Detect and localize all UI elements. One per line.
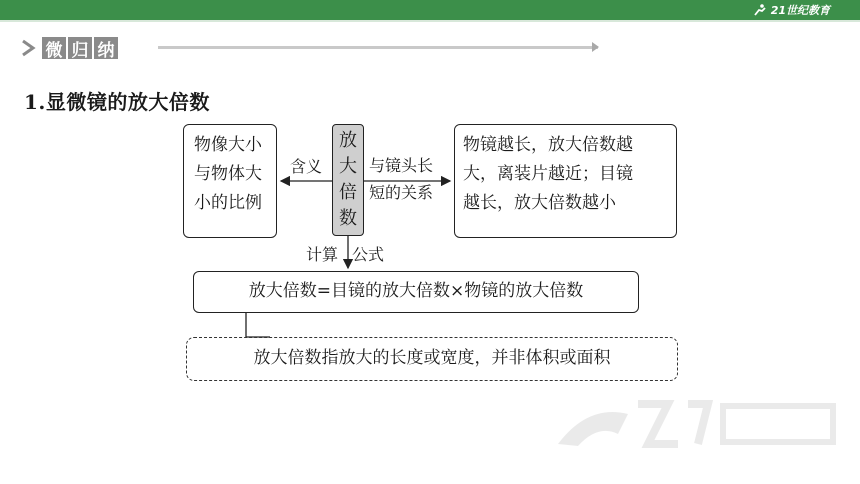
- note-box: 放大倍数指放大的长度或宽度，并非体积或面积: [186, 337, 678, 381]
- relation-line-3: 越长，放大倍数越小: [463, 193, 616, 213]
- page-heading: 1.显微镜的放大倍数: [24, 90, 210, 114]
- center-char-2: 大: [339, 156, 357, 177]
- section-char-1: 微: [42, 37, 66, 59]
- relation-label-line-2: 短的关系: [369, 183, 434, 202]
- brand-text: 21世纪教育: [770, 4, 830, 17]
- calc-label: 计算: [306, 245, 339, 264]
- watermark-logo-icon: [548, 384, 848, 464]
- meaning-line-2: 与物体大: [194, 164, 262, 184]
- center-char-4: 数: [339, 208, 357, 229]
- magnification-box: [332, 124, 364, 236]
- relation-line-1: 物镜越长，放大倍数越: [463, 135, 633, 155]
- formula-box: 放大倍数=目镜的放大倍数×物镜的放大倍数: [193, 271, 639, 313]
- relation-box: [454, 124, 677, 238]
- meaning-label: 含义: [290, 157, 323, 176]
- relation-label-line-1: 与镜头长: [369, 156, 434, 175]
- meaning-box: [183, 124, 277, 238]
- formula-label: 公式: [352, 245, 385, 264]
- section-char-2: 归: [68, 37, 92, 59]
- callout-pointer: [246, 311, 270, 337]
- center-char-1: 放: [339, 130, 357, 151]
- relation-line-2: 大，离装片越近；目镜: [463, 164, 633, 184]
- meaning-line-1: 物像大小: [194, 135, 262, 155]
- section-char-3: 纳: [94, 37, 118, 59]
- center-char-3: 倍: [339, 182, 357, 203]
- meaning-line-3: 小的比例: [194, 193, 262, 213]
